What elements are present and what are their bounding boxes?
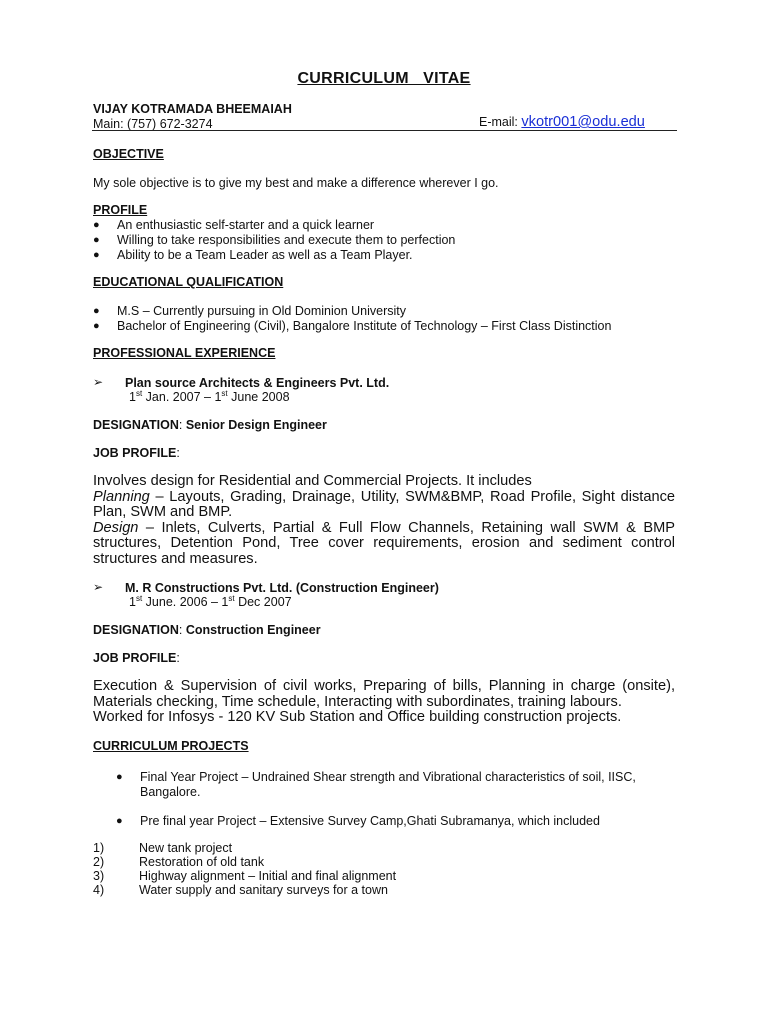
education-item: M.S – Currently pursuing in Old Dominion University [117,304,406,318]
document-title: CURRICULUM VITAE [297,70,471,87]
survey-list [93,841,396,897]
bullet-icon: ● [93,219,100,231]
header-rule [92,130,677,131]
experience-heading: PROFESSIONAL EXPERIENCE [93,346,276,360]
job2-description [93,679,675,726]
profile-item: Ability to be a Team Leader as well as a Team Player. [117,248,413,262]
education-item: Bachelor of Engineering (Civil), Bangalore Institute of Technology – First Class Distinction [117,319,612,333]
job2-dates: 1st June. 2006 – 1st Dec 2007 [129,594,292,609]
bullet-icon: ● [93,305,100,317]
job1-planning-line: Plan, SWM and BMP. [93,504,233,520]
list-item: 1) New tank project [93,841,233,855]
email-label: E-mail: [479,115,522,129]
project-item-line: Final Year Project – Undrained Shear strength and Vibrational characteristics of soil, IISC, [140,770,636,784]
arrow-bullet-icon: ➢ [93,375,104,389]
education-heading: EDUCATIONAL QUALIFICATION [93,275,284,289]
job2-designation: DESIGNATION: Construction Engineer [93,623,321,637]
list-item: 3) Highway alignment – Initial and final alignment [93,869,397,883]
bullet-icon: ● [116,771,123,783]
project-item-line: Bangalore. [140,785,201,799]
arrow-bullet-icon: ➢ [93,580,104,594]
job2-company: M. R Constructions Pvt. Ltd. (Construction Engineer) [125,581,439,595]
job1-company: Plan source Architects & Engineers Pvt. Ltd. [125,376,390,390]
bullet-icon: ● [93,320,100,332]
profile-item: An enthusiastic self-starter and a quick learner [117,218,375,232]
bullet-icon: ● [93,234,100,246]
main-phone: Main: (757) 672-3274 [93,117,213,131]
profile-item: Willing to take responsibilities and execute them to perfection [117,233,456,247]
job1-profile-label: JOB PROFILE: [93,446,180,460]
email-line [479,115,645,130]
job2-desc-line: Execution & Supervision of civil works, Preparing of bills, Planning in charge (onsite), [93,678,675,694]
bullet-icon: ● [116,815,123,827]
job2-profile-label: JOB PROFILE: [93,651,180,665]
job1-dates: 1st Jan. 2007 – 1st June 2008 [129,389,290,404]
job1-design-line: Design – Inlets, Culverts, Partial & Full Flow Channels, Retaining wall SWM & BMP [93,519,675,536]
list-item: 4) Water supply and sanitary surveys for a town [93,883,388,897]
bullet-icon: ● [93,249,100,261]
job1-description [93,474,675,567]
candidate-name: VIJAY KOTRAMADA BHEEMAIAH [93,102,292,116]
job1-planning-line: Planning – Layouts, Grading, Drainage, Utility, SWM&BMP, Road Profile, Sight distance [93,488,675,505]
job2-desc-line: Worked for Infosys - 120 KV Sub Station and Office building construction projects. [93,709,622,725]
job1-designation: DESIGNATION: Senior Design Engineer [93,418,327,432]
email-link[interactable]: vkotr001@odu.edu [521,114,645,130]
projects-heading: CURRICULUM PROJECTS [93,739,249,753]
objective-text: My sole objective is to give my best and make a difference wherever I go. [93,176,499,190]
profile-heading: PROFILE [93,203,148,217]
job1-design-line: structures and measures. [93,550,258,567]
project-item-line: Pre final year Project – Extensive Survey Camp,Ghati Subramanya, which included [140,814,600,828]
job1-desc-line: Involves design for Residential and Commercial Projects. It includes [93,473,532,489]
job2-desc-line: Materials checking, Time schedule, Interacting with subordinates, training labours. [93,693,622,710]
objective-heading: OBJECTIVE [93,147,164,161]
list-item: 2) Restoration of old tank [93,855,265,869]
job1-design-line: structures, Detention Pond, Tree cover requirements, erosion and sediment control [93,535,675,551]
